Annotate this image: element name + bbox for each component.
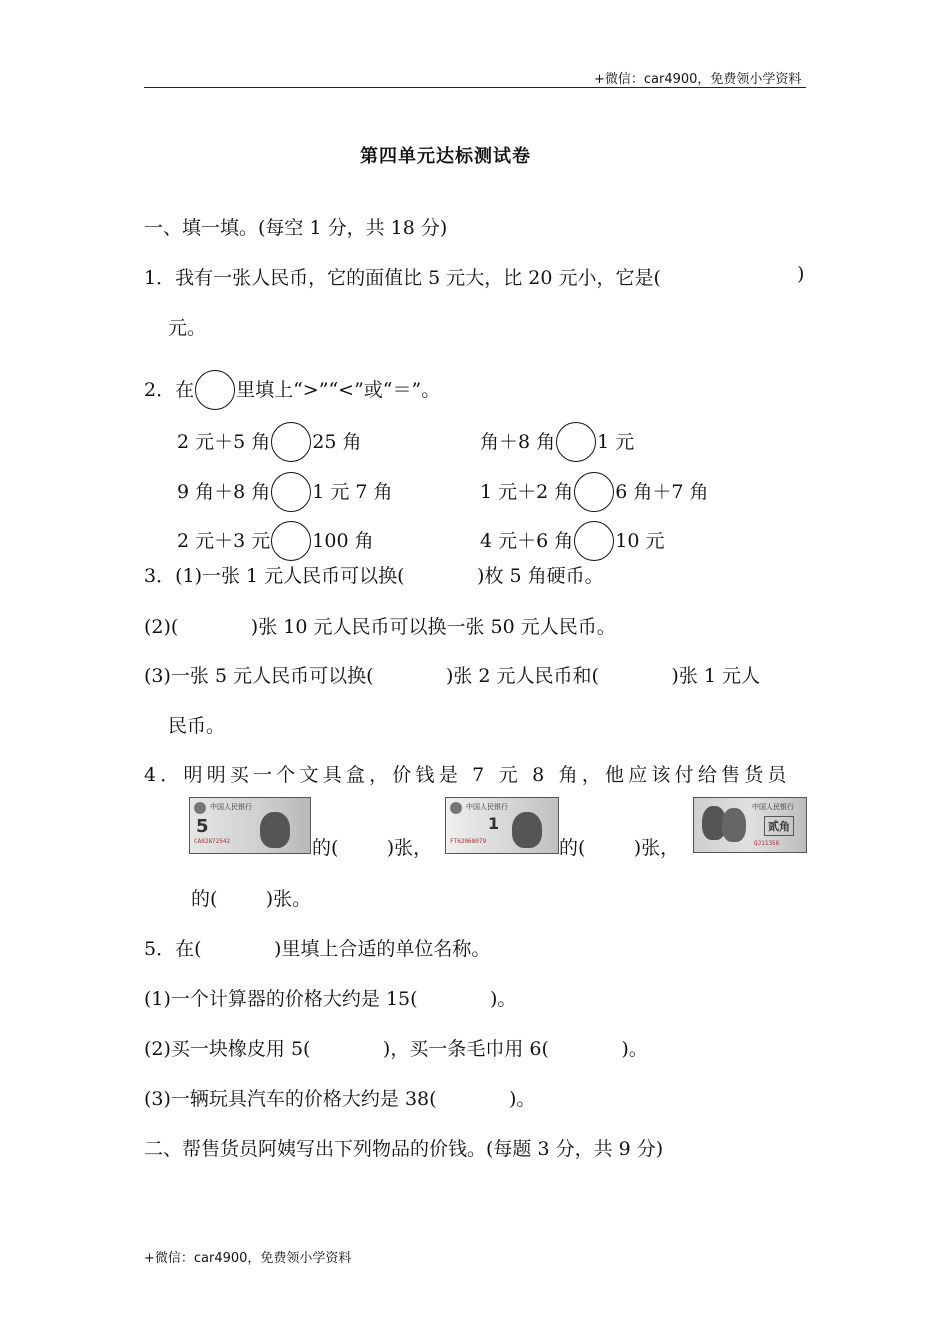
q2-prefix: 2．在 xyxy=(144,379,195,401)
expr-left: 2 元＋3 元 xyxy=(177,530,271,552)
answer-circle[interactable] xyxy=(574,472,614,512)
header-watermark: +微信：car4900，免费领小学资料 xyxy=(594,72,802,87)
note-value: 5 xyxy=(196,816,209,837)
note-header: 中国人民银行 xyxy=(466,803,508,811)
q4-blank1: 的( )张， xyxy=(312,837,433,859)
expr-left: 4 元＋6 角 xyxy=(480,530,574,552)
q1-line1: 1．我有一张人民币，它的面值比 5 元大，比 20 元小，它是( xyxy=(144,267,661,289)
q1-line2: 元。 xyxy=(168,317,207,339)
q3-part2: (2)( )张 10 元人民币可以换一张 50 元人民币。 xyxy=(144,616,616,638)
answer-circle[interactable] xyxy=(574,521,614,561)
answer-circle[interactable] xyxy=(556,422,596,462)
note-serial: FT62068079 xyxy=(450,838,487,845)
note-value: 1 xyxy=(488,814,500,833)
q4-blank2: 的( )张， xyxy=(559,837,680,859)
q2-suffix: 里填上“>”“<”或“＝”。 xyxy=(236,379,441,401)
expr-right: 100 角 xyxy=(312,530,374,552)
section1-heading: 一、填一填。(每空 1 分，共 18 分) xyxy=(144,217,448,239)
note-value: 贰角 xyxy=(764,816,794,836)
q5-intro: 5．在( )里填上合适的单位名称。 xyxy=(144,938,491,960)
q5-part2: (2)买一块橡皮用 5( )，买一条毛巾用 6( )。 xyxy=(144,1038,648,1060)
expr-right: 1 元 7 角 xyxy=(312,481,393,503)
answer-circle[interactable] xyxy=(271,521,311,561)
portrait-icon xyxy=(512,812,542,848)
q5-part1: (1)一个计算器的价格大约是 15( )。 xyxy=(144,988,517,1010)
q2-row1-left xyxy=(177,422,361,462)
expr-left: 2 元＋5 角 xyxy=(177,431,271,453)
q2-row2-right xyxy=(480,472,709,512)
note-header: 中国人民银行 xyxy=(752,803,794,811)
q4-blank3: 的( )张。 xyxy=(191,888,312,910)
q2-row2-left xyxy=(177,472,393,512)
q3-part3-line1: (3)一张 5 元人民币可以换( )张 2 元人民币和( )张 1 元人 xyxy=(144,665,761,687)
banknote-2-jiao-icon xyxy=(693,797,807,853)
banknote-5-yuan-icon xyxy=(189,797,311,854)
expr-right: 6 角＋7 角 xyxy=(615,481,709,503)
note-serial: CA02872542 xyxy=(194,838,231,845)
q3-part3-line2: 民币。 xyxy=(168,715,226,737)
q1-line1-end: ) xyxy=(797,263,805,285)
answer-circle[interactable] xyxy=(271,472,311,512)
expr-right: 25 角 xyxy=(312,431,362,453)
section2-heading: 二、帮售货员阿姨写出下列物品的价钱。(每题 3 分，共 9 分) xyxy=(144,1138,664,1160)
compare-circle-icon xyxy=(195,370,235,410)
q2-row3-right xyxy=(480,521,664,561)
answer-circle[interactable] xyxy=(271,422,311,462)
expr-left: 9 角＋8 角 xyxy=(177,481,271,503)
page-title: 第四单元达标测试卷 xyxy=(360,146,531,167)
national-emblem-icon xyxy=(450,802,462,814)
q2-instruction xyxy=(144,370,440,410)
note-header: 中国人民银行 xyxy=(210,803,252,811)
national-emblem-icon xyxy=(194,802,206,814)
q5-part3: (3)一辆玩具汽车的价格大约是 38( )。 xyxy=(144,1088,536,1110)
expr-left: 角＋8 角 xyxy=(480,431,556,453)
q2-row3-left xyxy=(177,521,374,561)
note-serial: QJ11356 xyxy=(754,840,780,847)
banknote-1-yuan-icon xyxy=(445,797,559,854)
q3-part1: 3．(1)一张 1 元人民币可以换( )枚 5 角硬币。 xyxy=(144,565,604,587)
header-rule xyxy=(144,87,806,88)
footer-watermark: +微信：car4900，免费领小学资料 xyxy=(144,1251,352,1266)
portrait-icon xyxy=(722,808,746,842)
expr-left: 1 元＋2 角 xyxy=(480,481,574,503)
expr-right: 1 元 xyxy=(597,431,635,453)
portrait-icon xyxy=(260,812,290,848)
expr-right: 10 元 xyxy=(615,530,665,552)
q4-line1: 4．明明买一个文具盒，价钱是 7 元 8 角，他应该付给售货员 xyxy=(144,764,791,786)
q2-row1-right xyxy=(480,422,634,462)
